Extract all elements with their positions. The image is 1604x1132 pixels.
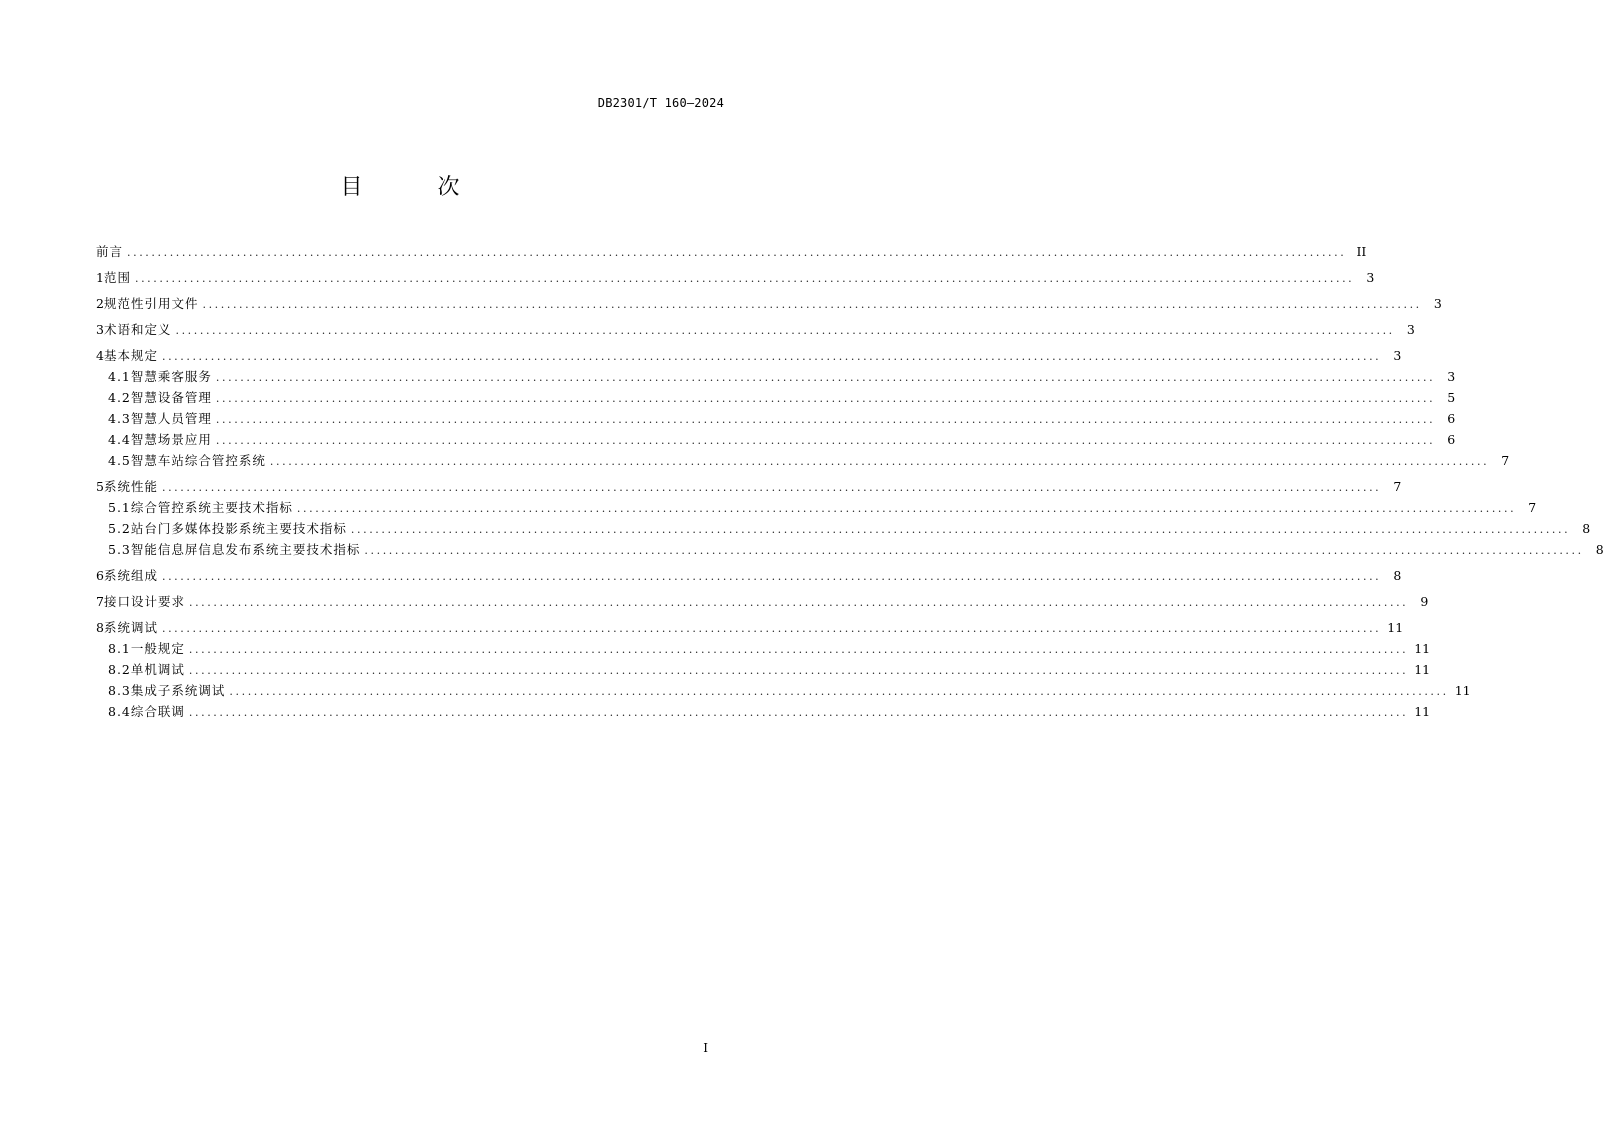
toc-entry-page: 3 <box>1406 322 1415 337</box>
dot-leader: ........................................................................................................................................................................................................ <box>161 350 1382 363</box>
toc-entry-label: 系统组成 <box>103 568 158 583</box>
dot-leader: ........................................................................................................................................................................................................ <box>229 685 1449 698</box>
toc-entry-number: 7 <box>96 594 104 609</box>
toc-entry-label: 智慧场景应用 <box>130 432 212 447</box>
dot-leader: ........................................................................................................................................................................................................ <box>215 371 1436 384</box>
dot-leader: ........................................................................................................................................................................................................ <box>296 502 1517 515</box>
toc-entry[interactable] <box>96 701 1431 722</box>
toc-entry-page: 3 <box>1366 270 1375 285</box>
toc-entry-page: 11 <box>1414 704 1431 719</box>
toc-entry-number: 8.4 <box>108 704 131 719</box>
toc-entry[interactable] <box>96 429 1456 450</box>
dot-leader: ........................................................................................................................................................................................................ <box>127 246 1347 259</box>
toc-entry-page: 7 <box>1528 500 1537 515</box>
dot-leader: ........................................................................................................................................................................................................ <box>188 643 1409 656</box>
toc-entry[interactable] <box>96 497 1537 518</box>
document-code: DB2301/T 160—2024 <box>597 96 724 110</box>
toc-entry-page: 11 <box>1387 620 1404 635</box>
toc-entry-page: 3 <box>1447 369 1456 384</box>
toc-entry-number: 4.1 <box>108 369 131 384</box>
dot-leader: ........................................................................................................................................................................................................ <box>215 434 1436 447</box>
toc-entry-label: 智慧车站综合管控系统 <box>130 453 266 468</box>
toc-entry[interactable] <box>96 387 1456 408</box>
toc-entry-number: 3 <box>96 322 104 337</box>
toc-entry-number: 4 <box>96 348 104 363</box>
dot-leader: ........................................................................................................................................................................................................ <box>215 392 1436 405</box>
toc-entry-page: 8 <box>1582 521 1591 536</box>
toc-entry[interactable] <box>96 659 1431 680</box>
toc-entry-number: 4.5 <box>108 453 131 468</box>
dot-leader: ........................................................................................................................................................................................................ <box>188 664 1409 677</box>
toc-entry-label: 前言 <box>96 244 124 259</box>
toc-entry[interactable] <box>96 450 1510 471</box>
toc-entry[interactable] <box>96 408 1456 429</box>
toc-entry[interactable] <box>96 293 1442 314</box>
toc-entry[interactable] <box>96 345 1402 366</box>
toc-entry[interactable] <box>96 539 1604 560</box>
toc-entry[interactable] <box>96 617 1404 638</box>
toc-entry[interactable] <box>96 241 1367 262</box>
toc-entry-number: 2 <box>96 296 104 311</box>
dot-leader: ........................................................................................................................................................................................................ <box>215 413 1436 426</box>
toc-entry-number: 8.3 <box>108 683 131 698</box>
toc-entry-label: 综合联调 <box>130 704 185 719</box>
toc-entry-page: 8 <box>1595 542 1604 557</box>
toc-entry-page: 6 <box>1447 432 1456 447</box>
dot-leader: ........................................................................................................................................................................................................ <box>161 570 1382 583</box>
toc-entry-page: 3 <box>1393 348 1402 363</box>
page-title: 目 次 <box>340 175 494 200</box>
toc-entry[interactable] <box>96 476 1402 497</box>
toc-entry-page: 11 <box>1414 641 1431 656</box>
toc-entry-page: 3 <box>1433 296 1442 311</box>
toc-entry-number: 4.2 <box>108 390 131 405</box>
toc-entry-page: 8 <box>1393 568 1402 583</box>
toc-entry-number: 4.4 <box>108 432 131 447</box>
toc-entry-label: 范围 <box>103 270 131 285</box>
dot-leader: ........................................................................................................................................................................................................ <box>202 298 1422 311</box>
dot-leader: ........................................................................................................................................................................................................ <box>364 544 1584 557</box>
toc-entry-page: 5 <box>1447 390 1456 405</box>
toc-entry-label: 系统调试 <box>103 620 158 635</box>
toc-entry-label: 基本规定 <box>103 348 158 363</box>
toc-entry-page: II <box>1356 244 1367 259</box>
toc-entry[interactable] <box>96 267 1375 288</box>
toc-entry-page: 9 <box>1420 594 1429 609</box>
toc-entry[interactable] <box>96 638 1431 659</box>
toc-entry-label: 系统性能 <box>103 479 158 494</box>
toc-entry-number: 4.3 <box>108 411 131 426</box>
dot-leader: ........................................................................................................................................................................................................ <box>188 706 1409 719</box>
dot-leader: ........................................................................................................................................................................................................ <box>161 622 1382 635</box>
toc-entry[interactable] <box>96 366 1456 387</box>
toc-entry-label: 智能信息屏信息发布系统主要技术指标 <box>130 542 361 557</box>
dot-leader: ........................................................................................................................................................................................................ <box>188 596 1409 609</box>
toc-entry-label: 综合管控系统主要技术指标 <box>130 500 293 515</box>
toc-entry-page: 7 <box>1501 453 1510 468</box>
toc-entry-number: 8.2 <box>108 662 131 677</box>
dot-leader: ........................................................................................................................................................................................................ <box>134 272 1355 285</box>
toc-entry-label: 一般规定 <box>130 641 185 656</box>
toc-entry-label: 规范性引用文件 <box>103 296 199 311</box>
toc-entry-page: 11 <box>1454 683 1471 698</box>
toc-entry[interactable] <box>96 319 1415 340</box>
toc-entry-label: 集成子系统调试 <box>130 683 226 698</box>
toc-entry-page: 11 <box>1414 662 1431 677</box>
toc-entry[interactable] <box>96 591 1429 612</box>
footer-page-number: I <box>703 1041 708 1055</box>
toc-entry-number: 1 <box>96 270 104 285</box>
dot-leader: ........................................................................................................................................................................................................ <box>161 481 1382 494</box>
toc-entry[interactable] <box>96 680 1471 701</box>
toc-entry-number: 5.1 <box>108 500 131 515</box>
toc-entry-page: 6 <box>1447 411 1456 426</box>
toc-entry-number: 5.2 <box>108 521 131 536</box>
toc-entry[interactable] <box>96 518 1591 539</box>
toc-entry-label: 智慧人员管理 <box>130 411 212 426</box>
toc-entry-page: 7 <box>1393 479 1402 494</box>
toc-entry-number: 5 <box>96 479 104 494</box>
toc-entry-number: 8 <box>96 620 104 635</box>
toc-entry-label: 接口设计要求 <box>103 594 185 609</box>
toc-entry-label: 单机调试 <box>130 662 185 677</box>
toc-entry-label: 智慧设备管理 <box>130 390 212 405</box>
dot-leader: ........................................................................................................................................................................................................ <box>269 455 1490 468</box>
toc-entry-number: 6 <box>96 568 104 583</box>
toc-entry[interactable] <box>96 565 1402 586</box>
table-of-contents <box>96 241 1604 722</box>
toc-entry-label: 智慧乘客服务 <box>130 369 212 384</box>
toc-entry-number: 8.1 <box>108 641 131 656</box>
dot-leader: ........................................................................................................................................................................................................ <box>350 523 1571 536</box>
toc-entry-number: 5.3 <box>108 542 131 557</box>
toc-entry-label: 站台门多媒体投影系统主要技术指标 <box>130 521 347 536</box>
toc-entry-label: 术语和定义 <box>103 322 172 337</box>
dot-leader: ........................................................................................................................................................................................................ <box>175 324 1395 337</box>
